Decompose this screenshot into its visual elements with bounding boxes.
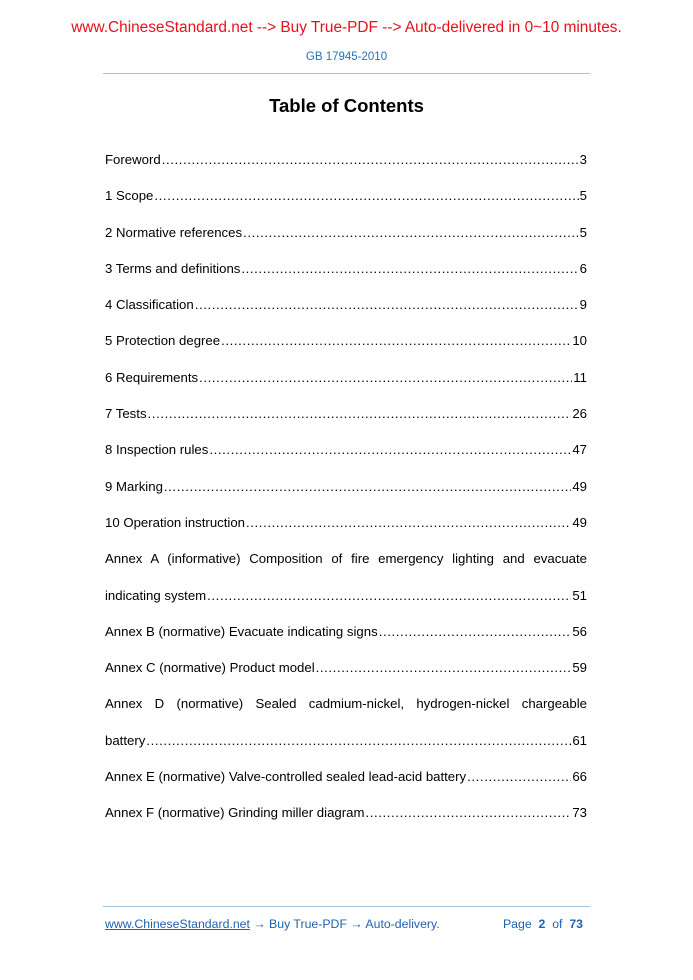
toc-entry[interactable] — [105, 479, 587, 515]
toc-entry-page: 51 — [572, 587, 587, 603]
toc-entry-page: 11 — [573, 369, 587, 385]
footer-divider — [103, 906, 590, 907]
toc-entry-title: 7 Tests — [105, 406, 147, 422]
toc-entry[interactable] — [105, 805, 587, 841]
toc-entry[interactable] — [105, 333, 587, 369]
toc-entry-page: 56 — [572, 623, 587, 639]
toc-entry-title: Annex B (normative) Evacuate indicating signs — [105, 623, 378, 639]
toc-entry-title-line1: Annex D (normative) Sealed cadmium-nickel, hydrogen-nickel chargeable — [105, 696, 587, 712]
toc-entry-page: 10 — [572, 333, 587, 349]
page-label: Page — [502, 917, 532, 931]
page-title: Table of Contents — [269, 95, 424, 116]
toc-entry-title: 4 Classification — [105, 297, 194, 313]
leader-dots — [148, 406, 572, 421]
toc-entry-page: 3 — [579, 152, 587, 167]
header-divider — [103, 73, 590, 74]
table-of-contents — [105, 152, 587, 842]
leader-dots — [221, 333, 571, 348]
total-pages: 73 — [569, 917, 583, 931]
leader-dots — [379, 624, 572, 639]
toc-entry-line1[interactable] — [105, 551, 587, 587]
toc-entry-page: 5 — [579, 224, 587, 240]
toc-entry-title: 2 Normative references — [105, 224, 243, 240]
toc-entry[interactable] — [105, 442, 587, 478]
toc-entry[interactable] — [105, 733, 587, 769]
toc-entry-title: 3 Terms and definitions — [105, 260, 241, 276]
leader-dots — [162, 152, 579, 167]
toc-entry[interactable] — [105, 261, 587, 297]
leader-dots — [246, 515, 571, 530]
toc-entry-title: 1 Scope — [105, 188, 154, 204]
toc-entry-title: battery — [105, 732, 146, 748]
footer-nav — [105, 917, 440, 931]
page-of-label: of — [552, 917, 563, 931]
leader-dots — [195, 297, 579, 312]
toc-entry-title: Annex F (normative) Grinding miller diagram — [105, 805, 365, 821]
toc-entry-page: 61 — [572, 732, 587, 748]
leader-dots — [316, 660, 572, 675]
toc-entry-title: 10 Operation instruction — [105, 514, 246, 530]
leader-dots — [146, 733, 571, 748]
toc-entry-title: Foreword — [105, 152, 161, 167]
toc-entry-title-line1: Annex A (informative) Composition of fire emergency lighting and evacuate — [105, 551, 587, 567]
leader-dots — [241, 261, 578, 276]
current-page: 2 — [538, 917, 546, 931]
toc-entry-title: 5 Protection degree — [105, 333, 221, 349]
toc-entry[interactable] — [105, 769, 587, 805]
toc-entry[interactable] — [105, 152, 587, 188]
toc-entry-title: Annex C (normative) Product model — [105, 660, 315, 676]
footer-nav-text: → Buy True-PDF → Auto-delivery. — [249, 917, 440, 931]
toc-entry-page: 5 — [579, 188, 587, 204]
promo-banner[interactable]: www.ChineseStandard.net --> Buy True-PDF --> Auto-delivered in 0~10 minutes. — [71, 19, 622, 36]
leader-dots — [164, 479, 571, 494]
toc-entry[interactable] — [105, 660, 587, 696]
footer-site-link[interactable]: www.ChineseStandard.net — [105, 917, 250, 931]
leader-dots — [207, 588, 571, 603]
toc-entry[interactable] — [105, 588, 587, 624]
toc-entry-title: 8 Inspection rules — [105, 442, 209, 458]
toc-entry[interactable] — [105, 225, 587, 261]
toc-entry-page: 49 — [572, 478, 587, 494]
page-indicator — [503, 917, 583, 931]
document-id: GB 17945-2010 — [305, 51, 388, 63]
toc-entry[interactable] — [105, 624, 587, 660]
leader-dots — [243, 225, 579, 240]
toc-entry[interactable] — [105, 297, 587, 333]
toc-entry-title: 9 Marking — [105, 478, 163, 494]
toc-entry-page: 47 — [572, 442, 587, 458]
leader-dots — [467, 769, 571, 784]
toc-entry-page: 6 — [579, 260, 587, 276]
toc-entry[interactable] — [105, 406, 587, 442]
toc-entry-title: Annex E (normative) Valve-controlled sealed lead-acid battery — [105, 769, 467, 785]
toc-entry-title: indicating system — [105, 587, 207, 603]
toc-entry-page: 59 — [572, 660, 587, 676]
toc-entry[interactable] — [105, 515, 587, 551]
leader-dots — [154, 188, 578, 203]
toc-entry-page: 26 — [572, 406, 587, 422]
toc-entry-page: 73 — [572, 805, 587, 821]
toc-entry-line1[interactable] — [105, 696, 587, 732]
toc-entry[interactable] — [105, 188, 587, 224]
toc-entry-page: 66 — [572, 769, 587, 785]
page-footer — [105, 917, 583, 931]
leader-dots — [199, 370, 572, 385]
toc-entry-page: 9 — [579, 297, 587, 313]
toc-entry[interactable] — [105, 370, 587, 406]
toc-entry-page: 49 — [572, 514, 587, 530]
leader-dots — [209, 442, 571, 457]
toc-entry-title: 6 Requirements — [105, 369, 199, 385]
leader-dots — [365, 805, 571, 820]
